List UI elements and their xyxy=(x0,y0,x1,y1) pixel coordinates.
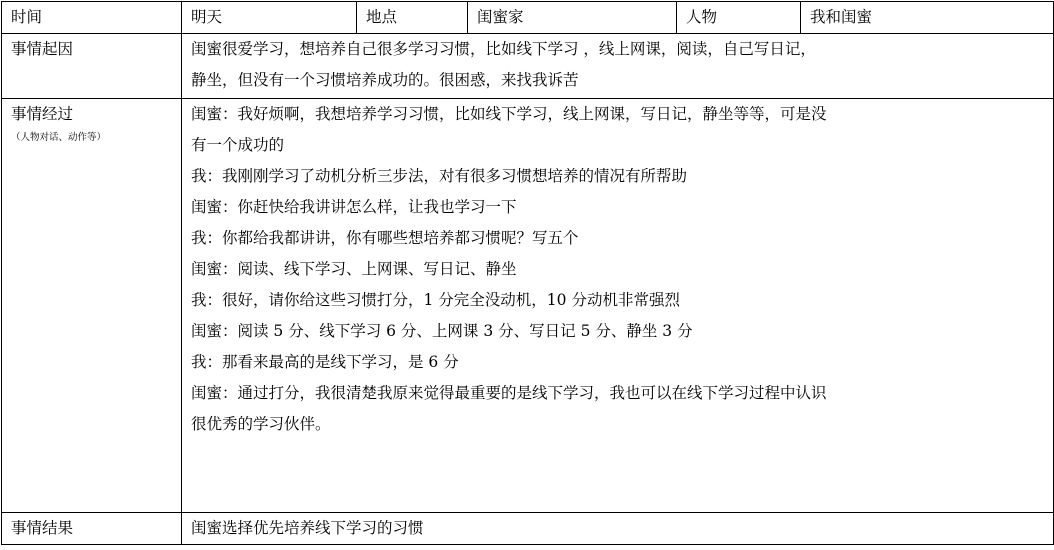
time-value: 明天 xyxy=(182,2,357,34)
dialogue-line: 闺蜜：阅读、线下学习、上网课、写日记、静坐 xyxy=(191,260,517,278)
dialogue-line: 我：很好，请你给这些习惯打分，1 分完全没动机，10 分动机非常强烈 xyxy=(191,291,680,309)
dialogue-line: 闺蜜：阅读 5 分、线下学习 6 分、上网课 3 分、写日记 5 分、静坐 3 分 xyxy=(191,322,693,340)
result-label: 事情结果 xyxy=(2,513,182,545)
header-row xyxy=(2,2,1054,34)
dialogue-line: 闺蜜：我好烦啊，我想培养学习习惯，比如线下学习，线上网课，写日记，静坐等等，可是没 xyxy=(191,105,827,123)
process-row xyxy=(2,99,1054,513)
event-record-table xyxy=(1,1,1054,545)
time-label: 时间 xyxy=(2,2,182,34)
cause-line: 闺蜜很爱学习，想培养自己很多学习习惯，比如线下学习 ，线上网课，阅读，自己写日记， xyxy=(191,40,816,58)
result-content: 闺蜜选择优先培养线下学习的习惯 xyxy=(182,513,1054,545)
cause-row xyxy=(2,34,1054,99)
people-label: 人物 xyxy=(677,2,801,34)
place-label: 地点 xyxy=(357,2,468,34)
people-value: 我和闺蜜 xyxy=(801,2,1054,34)
process-label: 事情经过 xyxy=(11,105,74,123)
result-row xyxy=(2,513,1054,545)
process-note: （人物对话、动作等） xyxy=(11,132,107,143)
dialogue-line: 有一个成功的 xyxy=(191,136,285,154)
dialogue-line: 很优秀的学习伙伴。 xyxy=(191,415,331,433)
cause-content xyxy=(182,34,1054,99)
process-content xyxy=(182,99,1054,513)
process-label-cell xyxy=(2,99,182,513)
dialogue-line: 闺蜜：你赶快给我讲讲怎么样，让我也学习一下 xyxy=(191,198,517,216)
dialogue-line: 我：那看来最高的是线下学习，是 6 分 xyxy=(191,353,459,371)
place-value: 闺蜜家 xyxy=(468,2,677,34)
cause-line: 静坐，但没有一个习惯培养成功的。很困惑，来找我诉苦 xyxy=(191,71,579,89)
cause-label: 事情起因 xyxy=(2,34,182,99)
dialogue-line: 我：你都给我都讲讲，你有哪些想培养都习惯呢？写五个 xyxy=(191,229,579,247)
dialogue-line: 我：我刚刚学习了动机分析三步法，对有很多习惯想培养的情况有所帮助 xyxy=(191,167,688,185)
dialogue-line: 闺蜜：通过打分，我很清楚我原来觉得最重要的是线下学习，我也可以在线下学习过程中认识 xyxy=(191,384,827,402)
